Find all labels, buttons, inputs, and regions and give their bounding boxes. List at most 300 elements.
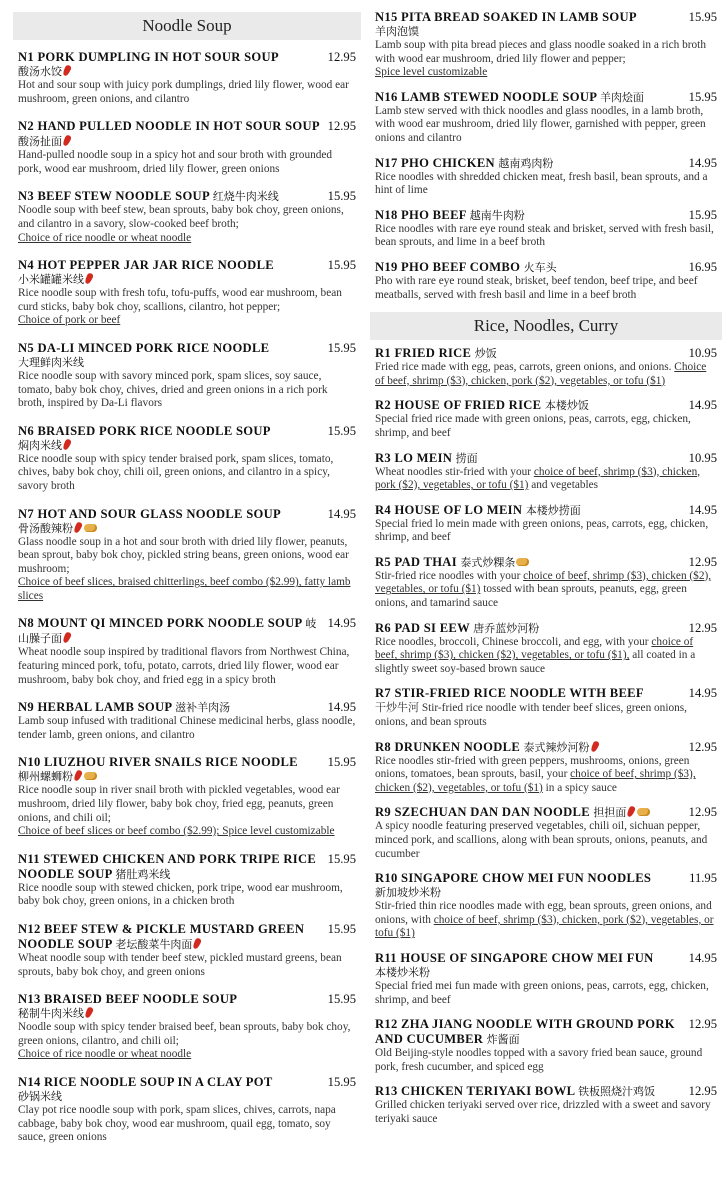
- menu-item-chinese-name: 小米罐罐米线: [18, 273, 84, 287]
- menu-item-description: [375, 701, 717, 729]
- menu-item-header: [18, 755, 356, 770]
- menu-item-chinese-name: 岐山臊子面: [18, 617, 317, 646]
- menu-item-description: [375, 361, 717, 388]
- menu-item-price: 15.95: [327, 189, 356, 204]
- section-heading-noodle-soup: Noodle Soup: [13, 12, 361, 40]
- menu-item-description: [18, 1104, 356, 1145]
- menu-item-header: [18, 258, 356, 273]
- menu-item-chinese-line: [375, 25, 717, 39]
- menu-item: [375, 871, 717, 941]
- menu-item-description-text: Rice noodle soup in river snail broth with pickled vegetables, wood ear mushroom, dried lily flower, baby bok choy, fried egg, peanuts, green onions, and chili oil;: [18, 784, 340, 824]
- menu-item-header: [18, 700, 356, 715]
- peanut-icon: [84, 524, 97, 532]
- menu-item-description-text: Rice noodles, broccoli, Chinese broccoli, and egg, with your: [375, 635, 649, 648]
- menu-item-header: [18, 616, 356, 646]
- menu-item-description: [18, 149, 356, 176]
- menu-item-description: [375, 820, 717, 861]
- menu-item-description-text: Rice noodle soup with savory minced pork, spam slices, soy sauce, tomato, baby bok choy, chives, dried and green onions in a rich pork broth, inspired by Da-Li flavors: [18, 369, 328, 410]
- menu-item-chinese-name: 滋补羊肉汤: [175, 701, 231, 715]
- menu-item-description-text: Special fried lo mein made with green onions, peas, carrots, egg, chicken, shrimp, and beef: [375, 517, 709, 544]
- menu-item-header: [375, 740, 717, 755]
- menu-item-name: [18, 50, 279, 65]
- menu-item-title: R10 SINGAPORE CHOW MEI FUN NOODLES: [375, 871, 652, 886]
- menu-item-description: [18, 204, 356, 245]
- menu-item-header: [375, 1084, 717, 1099]
- menu-item-description-text: Rice noodle soup with fresh tofu, tofu-puffs, wood ear mushroom, bean curd sticks, baby bok choy, scallions, cilantro, hot pepper;: [18, 287, 342, 313]
- menu-item-price: 14.95: [688, 686, 717, 701]
- menu-item-title: N13 BRAISED BEEF NOODLE SOUP: [18, 992, 238, 1007]
- menu-item-chinese-name: 担担面: [593, 806, 627, 820]
- menu-item-description: [375, 518, 717, 545]
- menu-item-description-text: Old Beijing-style noodles topped with a savory fried bean sauce, ground pork, fresh cucumber, and spiced egg: [375, 1047, 703, 1073]
- peanut-icon: [84, 772, 97, 780]
- menu-item-chinese-line: [18, 273, 356, 287]
- menu-item-price: 10.95: [688, 346, 717, 361]
- menu-item-options: choice of beef, shrimp ($3), chicken, pork ($2), vegetables, or tofu ($1): [375, 913, 714, 940]
- menu-item: [375, 805, 717, 861]
- menu-item-description-tail: and vegetables: [531, 479, 599, 492]
- menu-item-description-text: Grilled chicken teriyaki served over rice, drizzled with a sweet and savory teriyaki sauce: [375, 1099, 711, 1125]
- menu-item: [18, 755, 356, 838]
- menu-item-title: N17 PHO CHICKEN: [375, 155, 495, 170]
- menu-item: [375, 10, 717, 80]
- pepper-icon: [589, 740, 599, 753]
- menu-item-price: 15.95: [688, 89, 717, 104]
- menu-item-chinese-name: 炸酱面: [486, 1033, 520, 1047]
- menu-item: [375, 1017, 717, 1074]
- menu-item-header: [375, 951, 717, 966]
- menu-item-description-text: Wheat noodles stir-fried with your: [375, 465, 532, 478]
- pepper-icon: [73, 521, 83, 534]
- menu-item-price: 12.95: [688, 620, 717, 635]
- menu-item-chinese-name: 泰式辣炒河粉: [523, 740, 590, 754]
- menu-item-header: [375, 90, 717, 105]
- menu-item-options: Choice of rice noodle or wheat noodle: [18, 1048, 192, 1061]
- menu-item-name: [375, 398, 589, 413]
- menu-item-name: [375, 871, 651, 886]
- menu-item-chinese-name: 炒饭: [474, 347, 497, 361]
- menu-item-title: R11 HOUSE OF SINGAPORE CHOW MEI FUN: [375, 950, 654, 965]
- menu-item-name: [375, 555, 530, 570]
- menu-item-title: N15 PITA BREAD SOAKED IN LAMB SOUP: [375, 10, 637, 24]
- menu-item-price: 15.95: [327, 1074, 356, 1089]
- menu-item: [375, 90, 717, 146]
- menu-item-price: 15.95: [327, 340, 356, 355]
- menu-item-chinese-name: 火车头: [523, 260, 557, 274]
- menu-item: [18, 507, 356, 604]
- menu-item-options: Choice of pork or beef: [18, 314, 121, 327]
- pepper-icon: [192, 937, 202, 950]
- menu-item-chinese-name: 柳州螺蛳粉: [18, 770, 73, 784]
- menu-item-description-text: Lamb stew served with thick noodles and glass noodles, in a lamb broth, with wood ear mushroom, dried lily flower, garnished with pepper, green onions and cilantro: [375, 104, 706, 144]
- menu-item-price: 10.95: [688, 450, 717, 465]
- menu-item-chinese-name: 砂锅米线: [18, 1089, 62, 1103]
- menu-item-price: 15.95: [327, 922, 356, 936]
- noodle-soup-list-continued: [370, 10, 722, 302]
- menu-item-description: [375, 413, 717, 440]
- menu-item: [18, 992, 356, 1062]
- menu-item-price: 12.95: [688, 1084, 717, 1099]
- menu-item-chinese-name: 本楼炒米粉: [375, 965, 430, 979]
- menu-item-title: N2 HAND PULLED NOODLE IN HOT SOUR SOUP: [18, 119, 320, 134]
- menu-item: [375, 208, 717, 250]
- menu-item-chinese-name: 本楼炒饭: [544, 399, 589, 413]
- menu-item-header: [375, 1017, 717, 1047]
- menu-item-header: [375, 686, 717, 701]
- menu-item: [18, 922, 356, 979]
- menu-item-chinese-line: [375, 966, 717, 980]
- menu-item-description-text: Rice noodles stir-fried with green peppers, mushrooms, onions, green onions, tomatoes, bean sprouts, basil, your: [375, 754, 690, 781]
- menu-item-price: 12.95: [688, 805, 717, 820]
- menu-item-description: [375, 1047, 717, 1074]
- menu-item-description-text: Rice noodle soup with spicy tender braised pork, spam slices, tomato, chives, baby bok choy, chili oil, green onions, and cilantro in a spicy, savory broth: [18, 452, 334, 492]
- menu-item-description: [375, 171, 717, 198]
- menu-item-title: N18 PHO BEEF: [375, 207, 467, 222]
- menu-item-options: Spice level customizable: [375, 66, 488, 79]
- menu-item-header: [18, 189, 356, 204]
- menu-item-price: 12.95: [688, 739, 717, 754]
- menu-item-title: N7 HOT AND SOUR GLASS NOODLE SOUP: [18, 506, 281, 521]
- menu-item-name: [18, 189, 279, 204]
- menu-item-chinese-name: 越南鸡肉粉: [498, 156, 554, 170]
- menu-item-header: [18, 119, 356, 149]
- menu-item-chinese-line: [18, 439, 356, 453]
- menu-item-price: 15.95: [327, 755, 356, 770]
- menu-item: [375, 398, 717, 440]
- menu-item-chinese-name: 秘制牛肉米线: [18, 1007, 84, 1021]
- menu-item-chinese-name: 酸汤水饺: [18, 65, 62, 78]
- pepper-icon: [84, 272, 94, 285]
- menu-item-name: [18, 755, 298, 770]
- menu-item-price: 14.95: [327, 616, 356, 631]
- menu-item-description: [375, 39, 717, 80]
- menu-item-name: [18, 119, 322, 149]
- menu-item-title: N1 PORK DUMPLING IN HOT SOUR SOUP: [18, 50, 279, 64]
- menu-item-title: R5 PAD THAI: [375, 554, 457, 569]
- right-column: [370, 0, 722, 1137]
- menu-item-chinese-name: 酸汤扯面: [18, 135, 62, 149]
- menu-item-name: [18, 616, 322, 646]
- menu-item: [18, 424, 356, 494]
- menu-item-name: [18, 341, 269, 356]
- menu-item-options: choice of beef, shrimp ($3), chicken ($2), vegetables, or tofu ($1): [375, 768, 696, 794]
- menu-item-header: [18, 852, 356, 882]
- menu-item: [375, 1084, 717, 1126]
- menu-item: [375, 951, 717, 1007]
- menu-item: [375, 156, 717, 198]
- menu-item-options: Choice of beef slices or beef combo ($2.99); Spice level customizable: [18, 825, 335, 838]
- menu-item-name: [18, 258, 274, 273]
- menu-item-price: 14.95: [688, 502, 717, 517]
- menu-item-options: choice of beef, shrimp ($3), chicken ($2), vegetables, or tofu ($1),: [375, 635, 694, 662]
- menu-item-description: [375, 105, 717, 146]
- menu-item-chinese-name: 干炒牛河: [375, 701, 419, 715]
- menu-item-description-text: Fried rice made with egg, peas, carrots, green onions, and onions.: [375, 361, 672, 374]
- menu-item-price: 14.95: [327, 506, 356, 521]
- menu-item: [18, 341, 356, 411]
- menu-item-chinese-line: [18, 1090, 356, 1104]
- menu-item-title: N16 LAMB STEWED NOODLE SOUP: [375, 89, 597, 104]
- menu-item-title: N8 MOUNT QI MINCED PORK NOODLE SOUP: [18, 616, 302, 631]
- menu-item-header: [18, 507, 356, 522]
- menu-item-price: 14.95: [688, 155, 717, 170]
- peanut-icon: [516, 558, 529, 566]
- pepper-icon: [62, 632, 72, 645]
- menu-item-description-text: Rice noodle soup with stewed chicken, pork tripe, wood ear mushroom, baby bok choy, green onions, in a chicken broth: [18, 881, 343, 908]
- menu-item-header: [375, 208, 717, 223]
- menu-item-options: Choice of rice noodle or wheat noodle: [18, 231, 192, 244]
- menu-item: [375, 451, 717, 493]
- menu-item-description: [375, 223, 717, 250]
- menu-item-description-text: Stir-fried rice noodle with tender beef slices, green onions, onions, and bean sprouts: [375, 702, 687, 729]
- peanut-icon: [637, 808, 650, 816]
- menu-item-name: [375, 951, 654, 966]
- menu-item-chinese-name: 泰式炒粿条: [460, 555, 516, 569]
- section-heading-rice-noodles-curry: Rice, Noodles, Curry: [370, 312, 722, 340]
- menu-item-name: [375, 260, 557, 275]
- menu-item-header: [375, 451, 717, 466]
- menu-item-header: [375, 10, 717, 25]
- menu-item-description: [375, 755, 717, 796]
- menu-item-title: R4 HOUSE OF LO MEIN: [375, 502, 523, 517]
- menu-item-name: [375, 805, 651, 820]
- menu-item-price: 14.95: [327, 700, 356, 715]
- menu-item-description-tail: in a spicy sauce: [545, 781, 617, 794]
- menu-item-options: Choice of beef slices, braised chitterlings, beef combo ($2.99), fatty lamb slices: [18, 576, 351, 602]
- menu-item: [375, 555, 717, 611]
- menu-item-name: [18, 424, 271, 439]
- menu-item-chinese-name: 越南牛肉粉: [469, 208, 525, 222]
- menu-item-title: N11 STEWED CHICKEN AND PORK TRIPE RICE NOODLE SOUP: [18, 851, 317, 881]
- menu-item-title: N5 DA-LI MINCED PORK RICE NOODLE: [18, 340, 270, 355]
- menu-item-title: N10 LIUZHOU RIVER SNAILS RICE NOODLE: [18, 755, 298, 770]
- menu-item-title: R6 PAD SI EEW: [375, 620, 470, 635]
- pepper-icon: [84, 1006, 94, 1019]
- pepper-icon: [62, 438, 72, 451]
- menu-item-description-text: Noodle soup with beef stew, bean sprouts, baby bok choy, green onions, and cilantro in a savory, slow-cooked beef broth;: [18, 204, 344, 230]
- menu-item-description: [375, 466, 717, 493]
- menu-item-chinese-name: 新加坡炒米粉: [375, 886, 441, 900]
- menu-item-description-text: Wheat noodle soup with tender beef stew, pickled mustard greens, bean sprouts, baby bok choy, and green onions: [18, 952, 342, 978]
- menu-item-header: [375, 555, 717, 570]
- menu-item-chinese-line: [18, 522, 356, 536]
- menu-item-description-tail: all coated in a slightly sweet soy-based brown sauce: [375, 649, 696, 675]
- menu-item-description-tail: tossed with bean sprouts, peanuts, egg, green onions, and tamarind sauce: [375, 583, 687, 610]
- menu-item: [18, 119, 356, 176]
- menu-item-description-text: Special fried rice made with green onions, peas, carrots, egg, chicken, shrimp, and beef: [375, 413, 691, 439]
- menu-item-header: [18, 922, 356, 952]
- menu-item-description-text: Rice noodles with rare eye round steak and brisket, served with fresh basil, bean sprouts, and lime in a beef broth: [375, 222, 714, 249]
- menu-item-header: [375, 398, 717, 413]
- menu-item-price: 16.95: [688, 259, 717, 274]
- menu-item-description-text: Special fried mei fun made with green onions, peas, carrots, egg, chicken, shrimp, and beef: [375, 979, 709, 1006]
- menu-item: [375, 686, 717, 729]
- menu-item-chinese-name: 唐乔蓝炒河粉: [473, 621, 540, 635]
- menu-item-description-text: Stir-fried rice noodles with your: [375, 569, 521, 582]
- menu-item-description-text: Wheat noodle soup inspired by traditional flavors from Northwest China, featuring minced pork, tofu, potato, carrots, dried lily flower, wood ear mushroom, baby bok choy, and fried egg in a spicy broth: [18, 646, 350, 686]
- menu-item-description: [375, 980, 717, 1007]
- menu-item-price: 12.95: [327, 119, 356, 134]
- menu-item-name: [18, 700, 230, 715]
- menu-item-name: [375, 156, 553, 171]
- menu-item-price: 14.95: [688, 950, 717, 965]
- menu-item-name: [18, 852, 322, 882]
- menu-item-header: [375, 503, 717, 518]
- menu-item-description: [18, 287, 356, 328]
- menu-item-description-text: Glass noodle soup in a hot and sour broth with dried lily flower, peanuts, bean sprout, baby bok choy, pickled string beans, green onions, wood ear mushroom;: [18, 535, 349, 575]
- menu-item-description-text: Lamb soup infused with traditional Chinese medicinal herbs, glass noodle, tender lamb, green onions, and cilantro: [18, 715, 356, 741]
- menu-item-name: [375, 1017, 683, 1047]
- menu-item-description: [375, 900, 717, 941]
- menu-item-header: [18, 992, 356, 1007]
- menu-item-chinese-line: [375, 886, 717, 900]
- menu-item-title: N3 BEEF STEW NOODLE SOUP: [18, 189, 210, 204]
- menu-item-name: [375, 621, 539, 636]
- menu-item-description: [18, 453, 356, 494]
- menu-item-chinese-name: 羊肉泡馍: [375, 25, 419, 38]
- menu-item-title: N14 RICE NOODLE SOUP IN A CLAY POT: [18, 1074, 273, 1089]
- menu-item-chinese-name: 羊肉烩面: [599, 90, 644, 104]
- menu-item-name: [375, 90, 644, 105]
- menu-item: [18, 189, 356, 245]
- pepper-icon: [73, 770, 83, 783]
- menu-item-price: 15.95: [688, 207, 717, 222]
- menu-item-price: 15.95: [327, 423, 356, 438]
- menu-item-description: [375, 275, 717, 302]
- menu-item-price: 15.95: [327, 258, 356, 273]
- menu-item-description-text: Hot and sour soup with juicy pork dumplings, dried lily flower, wood ear mushroom, green onions, and cilantro: [18, 79, 349, 105]
- menu-item-description: [375, 570, 717, 611]
- menu-item-chinese-name: 焖肉米线: [18, 438, 62, 452]
- menu-item-price: 15.95: [327, 851, 356, 866]
- pepper-icon: [626, 806, 636, 819]
- menu-item-description: [18, 646, 356, 687]
- menu-item-description: [18, 715, 356, 742]
- menu-item-description-text: Rice noodles with shredded chicken meat, fresh basil, bean sprouts, and a hint of lime: [375, 170, 708, 197]
- menu-item-title: R9 SZECHUAN DAN DAN NOODLE: [375, 805, 590, 820]
- menu-item-chinese-line: [18, 1007, 356, 1021]
- menu-item-description-text: Clay pot rice noodle soup with pork, spam slices, chives, carrots, napa cabbage, baby bok choy, wood ear mushroom, quail egg, tomato, soy sauce, green onions: [18, 1103, 336, 1144]
- pepper-icon: [62, 64, 72, 77]
- menu-item-chinese-name: 本楼炒捞面: [525, 503, 581, 517]
- menu-item-chinese-name: 大理鲜肉米线: [18, 355, 84, 369]
- noodle-soup-list: [13, 50, 361, 1145]
- menu-item-title: N19 PHO BEEF COMBO: [375, 259, 521, 274]
- menu-item-title: R12 ZHA JIANG NOODLE WITH GROUND PORK AND CUCUMBER: [375, 1017, 675, 1047]
- menu-item-description: [18, 784, 356, 838]
- menu-item: [18, 1075, 356, 1145]
- menu-item: [375, 740, 717, 796]
- menu-item: [375, 260, 717, 302]
- menu-item-description: [18, 536, 356, 604]
- menu-item-description-text: A spicy noodle featuring preserved vegetables, chili oil, sichuan pepper, minced pork, and scallions, along with bean sprouts, onions, peanuts, and cucumber: [375, 820, 708, 860]
- menu-item-name: [18, 507, 281, 522]
- menu-item: [18, 50, 356, 106]
- menu-item: [18, 258, 356, 328]
- menu-item-chinese-name: 猪肚鸡米线: [115, 867, 171, 881]
- menu-item-price: 15.95: [327, 992, 356, 1007]
- menu-item-title: R13 CHICKEN TERIYAKI BOWL: [375, 1084, 575, 1099]
- menu-item-description: [18, 79, 356, 106]
- menu-item-price: 11.95: [689, 871, 717, 886]
- menu-item-chinese-line: [18, 65, 356, 79]
- menu-item-title: R1 FRIED RICE: [375, 346, 472, 361]
- menu-item-title: R2 HOUSE OF FRIED RICE: [375, 398, 542, 413]
- menu-item: [375, 503, 717, 545]
- menu-item-price: 12.95: [327, 50, 356, 64]
- menu-item-header: [18, 50, 356, 65]
- menu-item-chinese-line: [18, 356, 356, 370]
- menu-item-name: [375, 686, 644, 701]
- menu-item-header: [375, 346, 717, 361]
- menu-item-options: Choice of beef, shrimp ($3), chicken, pork ($2), vegetables, or tofu ($1): [375, 361, 707, 387]
- menu-item-header: [18, 424, 356, 439]
- menu-item-price: 12.95: [688, 1017, 717, 1032]
- menu-item-header: [375, 805, 717, 820]
- menu-item-chinese-line: [18, 770, 356, 784]
- menu-item-chinese-name: 捞面: [455, 451, 478, 465]
- menu-item-name: [375, 1084, 655, 1099]
- menu-item-options: choice of beef, shrimp ($3), chicken ($2), vegetables, or tofu ($1): [375, 569, 712, 596]
- menu-item: [18, 700, 356, 742]
- menu-item-title: R8 DRUNKEN NOODLE: [375, 739, 521, 754]
- menu-item: [375, 346, 717, 388]
- left-column: [13, 0, 361, 1158]
- menu-item-description-text: Pho with rare eye round steak, brisket, beef tendon, beef tripe, and beef meatballs, served with fresh basil and lime in a beef broth: [375, 274, 698, 301]
- menu-item-header: [375, 260, 717, 275]
- menu-item-name: [18, 1075, 273, 1090]
- menu-item-title: N6 BRAISED PORK RICE NOODLE SOUP: [18, 423, 271, 438]
- menu-item-header: [375, 871, 717, 886]
- menu-item-header: [375, 621, 717, 636]
- menu-item-name: [375, 208, 525, 223]
- rice-noodles-curry-list: [370, 346, 722, 1126]
- menu-item-description-text: Lamb soup with pita bread pieces and glass noodle soaked in a rich broth with wood ear mushroom, dried lily flower and pepper;: [375, 39, 706, 65]
- menu-item-header: [18, 1075, 356, 1090]
- menu-item-description: [18, 952, 356, 979]
- menu-item-header: [18, 341, 356, 356]
- menu-item-description-text: Noodle soup with spicy tender braised beef, bean sprouts, baby bok choy, green onions, cilantro, and chili oil;: [18, 1021, 351, 1047]
- menu-item-title: N12 BEEF STEW & PICKLE MUSTARD GREEN NOODLE SOUP: [18, 922, 305, 951]
- menu-item-name: [375, 503, 581, 518]
- menu-item-price: 15.95: [688, 10, 717, 24]
- menu-item-description: [18, 1021, 356, 1062]
- menu-item-name: [18, 922, 322, 952]
- menu-item-description: [18, 882, 356, 909]
- menu-item-options: choice of beef, shrimp ($3), chicken, pork ($2), vegetables, or tofu ($1): [375, 465, 701, 492]
- menu-item-price: 12.95: [688, 554, 717, 569]
- menu-item-title: R7 STIR-FRIED RICE NOODLE WITH BEEF: [375, 686, 644, 701]
- menu-item-name: [18, 992, 237, 1007]
- menu-item-description-text: Stir-fried thin rice noodles made with egg, bean sprouts, green onions, and onions, with: [375, 900, 712, 926]
- menu-item-description: [375, 636, 717, 677]
- menu-item-description: [375, 1099, 717, 1126]
- menu-item-chinese-name: 老坛酸菜牛肉面: [115, 938, 193, 951]
- menu-item-price: 14.95: [688, 398, 717, 413]
- menu-item-description: [18, 370, 356, 411]
- menu-item-name: [375, 451, 478, 466]
- menu-item: [18, 852, 356, 909]
- menu-item-description-text: Hand-pulled noodle soup in a spicy hot and sour broth with grounded pork, wood ear mushroom, dried lily flower, green onions: [18, 149, 333, 175]
- menu-item-header: [375, 156, 717, 171]
- menu-item-title: N4 HOT PEPPER JAR JAR RICE NOODLE: [18, 258, 274, 273]
- menu-item-name: [375, 346, 497, 361]
- menu-item: [18, 616, 356, 687]
- menu-item-chinese-name: 骨汤酸辣粉: [18, 521, 73, 535]
- menu-item: [375, 621, 717, 677]
- menu-item-chinese-name: 铁板照烧汁鸡饭: [578, 1085, 656, 1099]
- pepper-icon: [62, 134, 72, 147]
